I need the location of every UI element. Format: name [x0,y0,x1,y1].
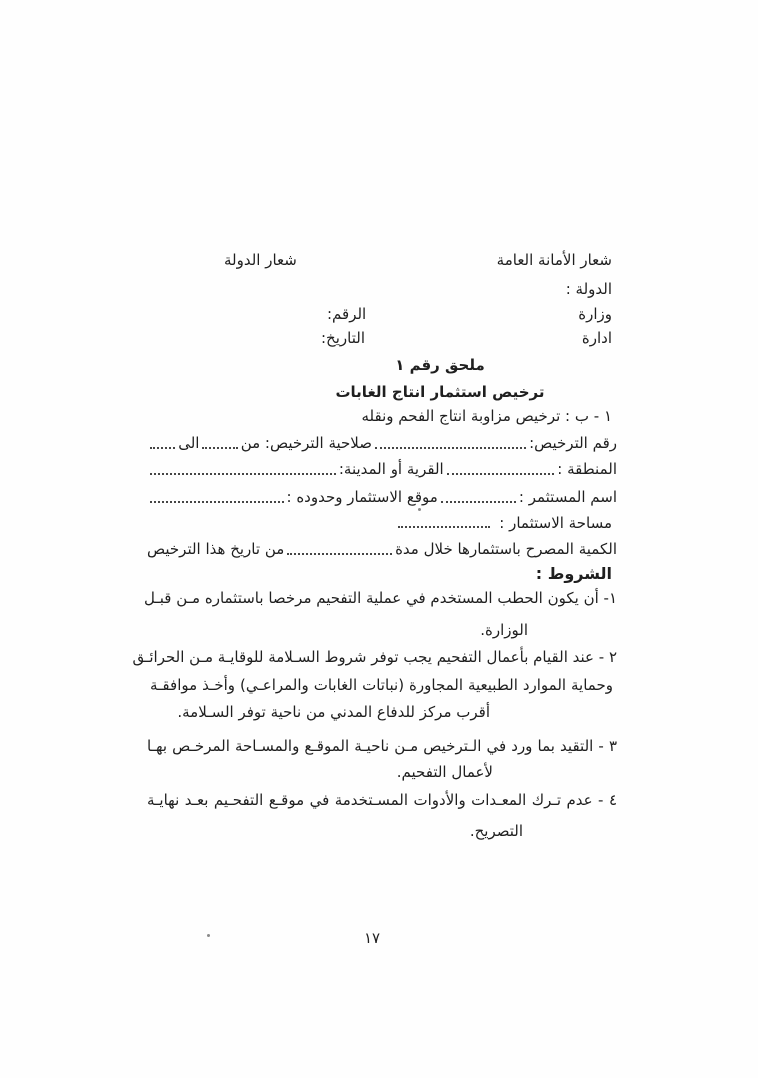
condition-2-line-2: وحماية الموارد الطبيعية المجاورة (نباتات الغابات والمراعـي) وأخـذ موافقـة [150,676,613,694]
dotted-blank-field [398,526,490,528]
form-row-area [398,513,612,533]
secretariat-emblem-label: شعار الأمانة العامة [496,251,612,269]
condition-4-line-1: ٤ - عدم تـرك المعـدات والأدوات المسـتخدمة في موقـع التفحـيم بعـد نهايـة [147,791,617,809]
dotted-blank-field [150,447,175,449]
section-1b-line: ١ - ب : ترخيص مزاوبة انتاج الفحم ونقله [361,407,612,425]
validity-from-label: صلاحية الترخيص: من [240,434,372,452]
dotted-blank-field [150,501,284,503]
dotted-blank-field [287,553,392,555]
dotted-blank-field [375,447,526,449]
date-label: التاريخ: [321,329,365,347]
appendix-title: ملحق رقم ١ [395,356,485,374]
document-title: ترخيص استثمار انتاج الغابات [335,383,545,401]
scan-speck [418,508,421,511]
form-row-region [147,459,617,479]
quantity-label: الكمية المصرح باستثمارها خلال مدة [395,540,617,558]
from-license-date-label: من تاريخ هذا الترخيص [147,540,285,558]
ministry-label: وزارة [578,305,612,323]
department-label: ادارة [581,329,612,347]
investment-area-label: مساحة الاستثمار : [499,514,612,532]
number-label: الرقم: [327,305,367,323]
investor-name-label: اسم المستثمر : [518,488,617,506]
condition-2-line-3: أقرب مركز للدفاع المدني من ناحية توفر السـلامة. [177,703,490,721]
form-row-license [147,433,617,453]
condition-3-line-1: ٣ - التقيد بما ورد في الـترخيص مـن ناحيـة الموقـع والمسـاحة المرخـص بهـا [147,737,617,755]
condition-1-line-2: الوزارة. [480,621,528,639]
condition-1-line-1: ١- أن يكون الحطب المستخدم في عملية التفحيم مرخصا باستثماره مـن قبـل [144,589,617,607]
dotted-blank-field [447,473,555,475]
condition-3-line-2: لأعمال التفحيم. [396,763,493,781]
scan-speck [207,934,210,937]
state-emblem-label: شعار الدولة [224,251,297,269]
validity-to-label: الى [178,434,200,452]
conditions-heading: الشروط : [535,564,612,583]
region-label: المنطقة : [557,460,617,478]
village-city-label: القرية أو المدينة: [338,460,444,478]
license-number-label: رقم الترخيص: [529,434,617,452]
form-row-investor [147,487,617,507]
dotted-blank-field [150,473,336,475]
investment-site-label: موقع الاستثمار وحدوده : [286,488,438,506]
dotted-blank-field [441,501,516,503]
condition-2-line-1: ٢ - عند القيام بأعمال التفحيم يجب توفر شروط السـلامة للوقايـة مـن الحرائـق [132,648,617,666]
page-number: ١٧ [363,929,381,947]
form-row-quantity [147,539,617,559]
condition-4-line-2: التصريح. [469,822,523,840]
dotted-blank-field [202,447,237,449]
state-label: الدولة : [565,280,612,298]
